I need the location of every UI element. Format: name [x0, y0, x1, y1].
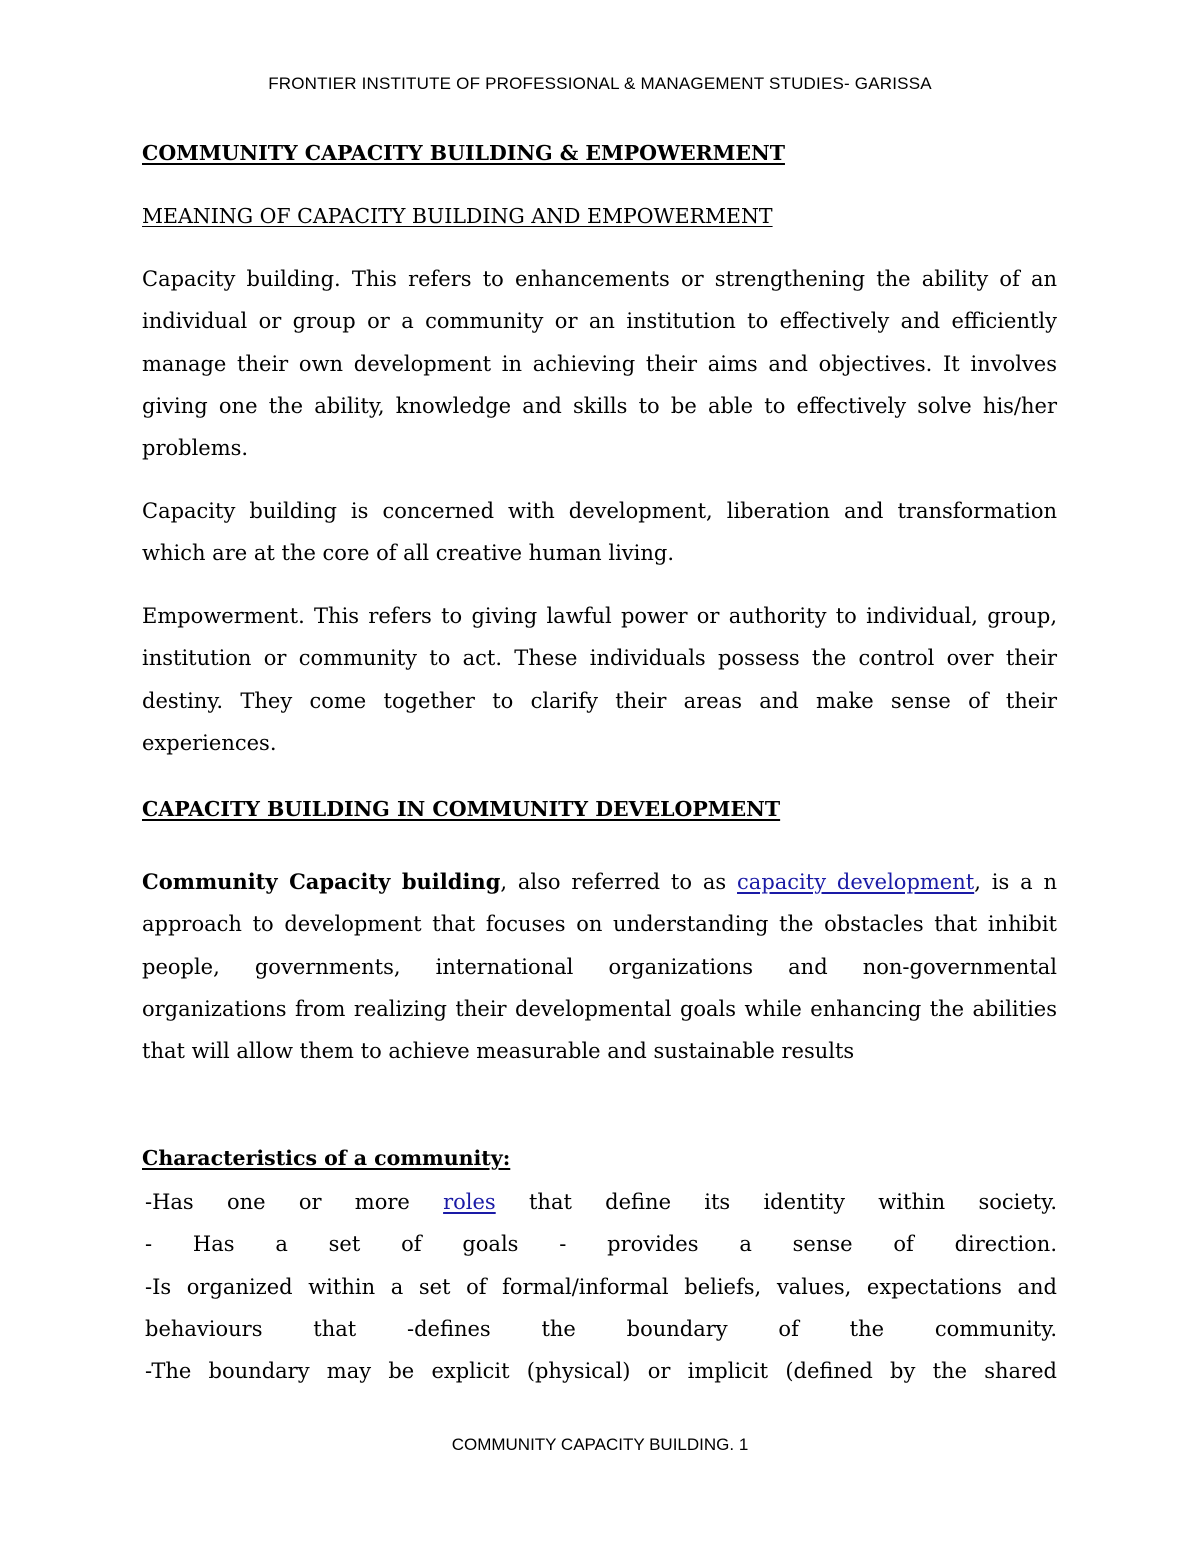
- paragraph-capacity-building: [142, 258, 1057, 469]
- document-title: COMMUNITY CAPACITY BUILDING & EMPOWERMENT: [142, 141, 785, 165]
- page-footer: COMMUNITY CAPACITY BUILDING. 1: [451, 1435, 749, 1454]
- roles-link[interactable]: roles: [443, 1190, 496, 1214]
- capacity-development-link[interactable]: capacity development: [737, 870, 975, 894]
- paragraph-text: Empowerment. This refers to giving lawful power or authority to individual, group, institution or community to act. These individuals possess the control over their destiny. They come together to clarify their areas and make sense of their experiences.: [142, 604, 1057, 755]
- section-heading-capacity-building: CAPACITY BUILDING IN COMMUNITY DEVELOPMENT: [142, 797, 781, 821]
- text-after-link: , is a n approach to development that focuses on understanding the obstacles that inhibit people, governments, international organizations and non-governmental organizations from realizing their developmental goals while enhancing the abilities that will allow them to achieve measurable and sustainable results: [142, 870, 1058, 1064]
- paragraph-capacity-concern: [142, 490, 1057, 575]
- characteristic-line: - Has a set of goals - provides a sense of direction.: [145, 1232, 1057, 1257]
- bold-term: Community Capacity building: [142, 869, 501, 894]
- characteristics-heading: Characteristics of a community:: [142, 1146, 511, 1170]
- paragraph-empowerment: [142, 595, 1057, 764]
- characteristic-line: [145, 1181, 1057, 1223]
- paragraph-text: Capacity building. This refers to enhancements or strengthening the ability of an individual or group or a community or an institution to effectively and efficiently manage their own development in achieving their aims and objectives. It involves giving one the ability, knowledge and skills to be able to effectively solve his/her problems.: [142, 267, 1057, 461]
- line-text: that define its identity within society.: [495, 1190, 1057, 1214]
- characteristics-list: [145, 1181, 1057, 1392]
- characteristic-line: -Is organized within a set of formal/informal beliefs, values, expectations and: [145, 1274, 1057, 1299]
- page-header: FRONTIER INSTITUTE OF PROFESSIONAL & MANAGEMENT STUDIES- GARISSA: [268, 74, 932, 93]
- characteristic-line: -The boundary may be explicit (physical) or implicit (defined by the shared: [145, 1359, 1057, 1384]
- line-text: -Has one or more: [145, 1190, 444, 1214]
- text-before-link: , also referred to as: [500, 870, 738, 894]
- paragraph-text: [142, 861, 1057, 1072]
- meaning-heading: MEANING OF CAPACITY BUILDING AND EMPOWERMENT: [142, 204, 773, 228]
- characteristic-line: behaviours that -defines the boundary of the community.: [145, 1316, 1057, 1341]
- paragraph-community-capacity: [142, 861, 1057, 1072]
- paragraph-text: Capacity building is concerned with development, liberation and transformation which are at the core of all creative human living.: [142, 499, 1057, 566]
